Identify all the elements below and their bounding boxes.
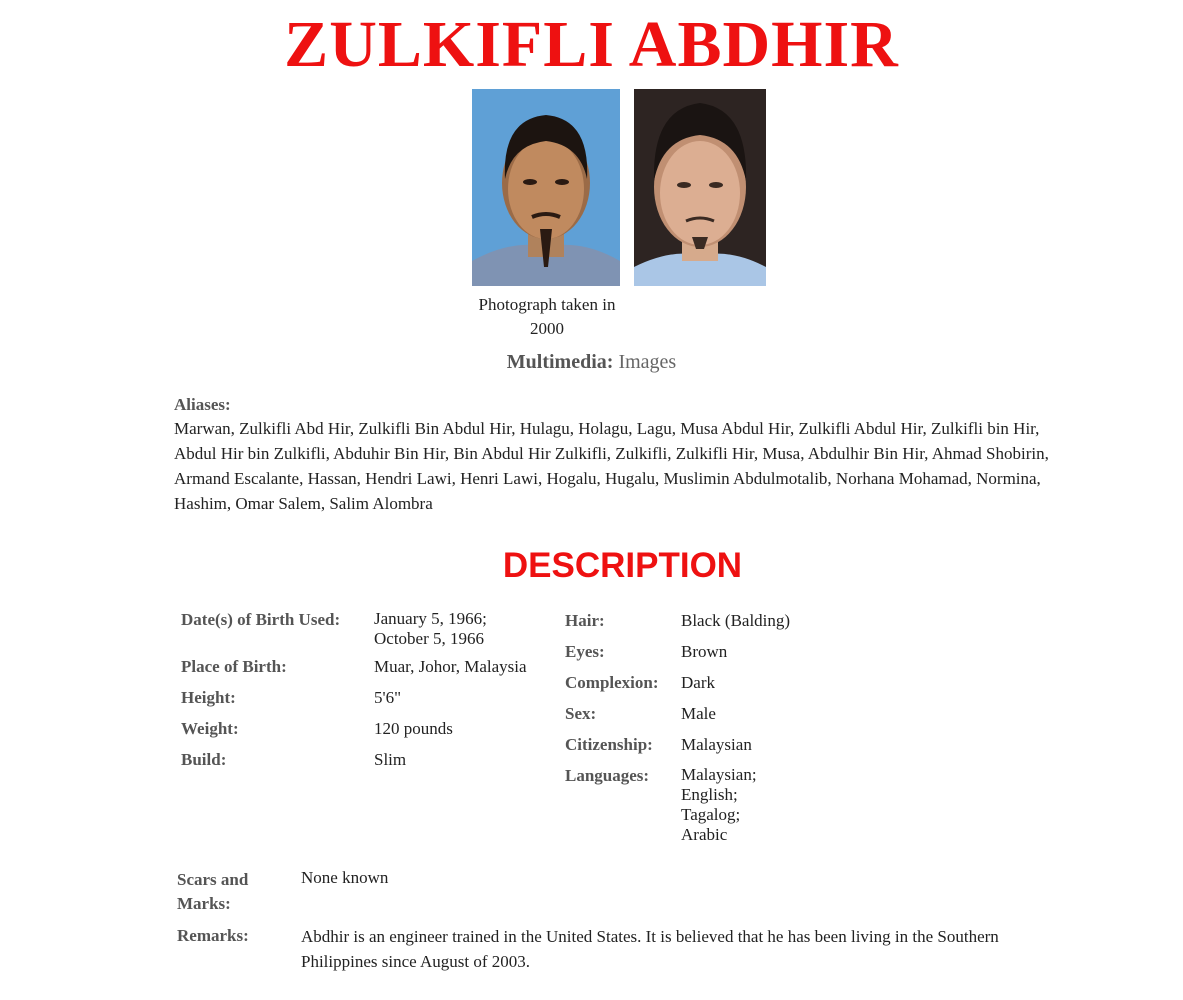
citizenship-value: Malaysian xyxy=(681,735,752,754)
build-value: Slim xyxy=(374,750,407,769)
multimedia-label: Multimedia: xyxy=(506,351,614,373)
photo-1[interactable] xyxy=(472,89,620,286)
sex-label: Sex: xyxy=(565,704,597,723)
dob-label: Date(s) of Birth Used: xyxy=(181,610,341,629)
weight-value: 120 pounds xyxy=(374,719,453,738)
complexion-value: Dark xyxy=(681,673,715,692)
hair-label: Hair: xyxy=(565,611,605,630)
build-label: Build: xyxy=(181,750,227,769)
place-of-birth-label: Place of Birth: xyxy=(181,657,287,676)
complexion-label: Complexion: xyxy=(565,673,659,692)
languages-label: Languages: xyxy=(565,766,650,785)
multimedia-row xyxy=(0,348,1183,376)
scars-label: Scars and Marks: xyxy=(177,870,249,913)
sex-value: Male xyxy=(681,704,716,723)
aliases-label: Aliases: xyxy=(174,395,231,414)
photo-2[interactable] xyxy=(634,89,766,286)
weight-label: Weight: xyxy=(181,719,239,738)
citizenship-label: Citizenship: xyxy=(565,735,653,754)
portrait-image xyxy=(634,89,766,286)
images-link[interactable]: Images xyxy=(618,351,677,373)
scars-value: None known xyxy=(301,868,389,887)
languages-value-2: English; xyxy=(681,785,738,804)
page-title: ZULKIFLI ABDHIR xyxy=(284,8,899,81)
dob-value-1: January 5, 1966; xyxy=(374,609,487,628)
dob-value-2: October 5, 1966 xyxy=(374,629,485,648)
portrait-image xyxy=(472,89,620,286)
height-label: Height: xyxy=(181,688,236,707)
place-of-birth-value: Muar, Johor, Malaysia xyxy=(374,657,527,676)
aliases-list: Marwan, Zulkifli Abd Hir, Zulkifli Bin Abdul Hir, Hulagu, Holagu, Lagu, Musa Abdul Hir, Zulkifli Abdul Hir, Zulkifli bin Hir, Abdul Hir bin Zulkifli, Abduhir Bin Hir, Bin Abdul Hir Zulkifli, Zulkifli, Zulkifli Hir, Musa, Abdulhir Bin Hir, Ahmad Shobirin, Armand Escalante, Hassan, Hendri Lawi, Henri Lawi, Hogalu, Hugalu, Muslimin Abdulmotalib, Norhana Mohamad, Normina, Hashim, Omar Salem, Salim Alombra xyxy=(174,419,1049,513)
description-heading: DESCRIPTION xyxy=(502,546,743,585)
hair-value: Black (Balding) xyxy=(681,611,791,630)
languages-value-4: Arabic xyxy=(681,825,728,844)
eyes-value: Brown xyxy=(681,642,728,661)
remarks-label: Remarks: xyxy=(177,926,249,945)
languages-value-3: Tagalog; xyxy=(681,805,741,824)
languages-value-1: Malaysian; xyxy=(681,765,757,784)
photo-caption: Photograph taken in 2000 xyxy=(478,295,616,338)
eyes-label: Eyes: xyxy=(565,642,605,661)
remarks-value: Abdhir is an engineer trained in the United States. It is believed that he has been living in the Southern Philippines since August of 2003. xyxy=(301,927,999,971)
height-value: 5'6" xyxy=(374,688,402,707)
